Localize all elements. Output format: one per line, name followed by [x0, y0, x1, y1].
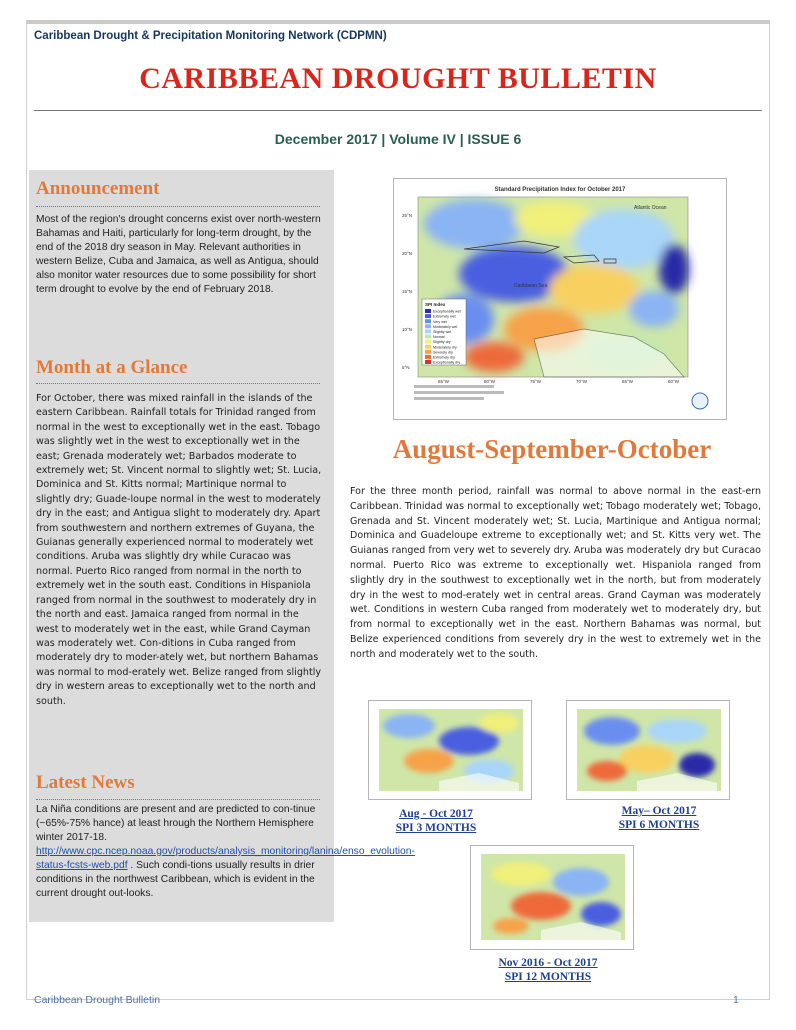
spi-6-month-caption [584, 804, 734, 832]
month-glance-text: For October, there was mixed rainfall in the islands of the eastern Caribbean. Rainfall totals for Trinidad ranged from normal in the west to exceptionally wet in the east. Tobago was slightly wet in the west to exceptionally wet in the east; Grenada moderately wet; Barbados moderate to extremely wet; St. Vincent normal to slightly wet; St. Lucia, Dominica and St. Kitts normal; Martinique normal to slightly dry; Guade-loupe normal in the west to moderately dry in the east; and Antigua slight to moderately dry. Apart from southwestern and northern extremes of Guyana, the Guianas generally experienced normal to moderately wet conditions. Aruba was slightly dry while Curacao was normal. Puerto Rico ranged from normal in the north to extremely wet in the south east. Conditions in Hispaniola ranged from normal in the southwest to moderately dry in the north and east. Jamaica ranged from normal in the west to moderately wet in the east, while Grand Cayman was moderately wet. Con-ditions in Cuba ranged from moderately dry to moder-ately wet, but northern Bahamas was normal to mod-erately wet. Belize ranged from slightly dry in western areas to exceptionally wet to the north and south. [36, 393, 322, 707]
map-title: Standard Precipitation Index for October 2017 [494, 187, 626, 193]
latest-news-divider [36, 799, 320, 800]
announcement-text: Most of the region's drought concerns exist over north-western Bahamas and Haiti, particularly for long-term drought, by the end of the 2018 dry season in May. Relevant authorities in western Belize, Cuba and Jamaica, as well as Antigua, should also monitor water resources due to some possibility for short term drought to evolve by the end of February 2018. [36, 214, 321, 295]
title-divider [34, 110, 762, 111]
map-credit-line [414, 385, 494, 388]
cimh-logo [692, 393, 708, 409]
sea-label: Caribbean Sea [514, 283, 548, 289]
latest-news-text-after: . Such condi-tions usually results in drier conditions in the northwest Caribbean, which is evident in the current drought out-looks. [36, 860, 315, 899]
longitude-label: 75°W [530, 379, 542, 384]
latitude-labels [402, 213, 412, 370]
announcement-heading: Announcement [36, 178, 160, 199]
enso-link[interactable]: http://www.cpc.ncep.noaa.gov/products/analysis_monitoring/lanina/enso_evolution-status-fcsts-web.pdf [36, 846, 415, 871]
legend-label: Very wet [433, 319, 447, 324]
latitude-label: 10°N [402, 327, 413, 332]
latitude-label: 15°N [402, 289, 413, 294]
announcement-divider [36, 206, 320, 207]
spi-12-month-map [470, 845, 634, 950]
legend-label: Moderately dry [433, 345, 457, 350]
spi-3-month-caption [368, 807, 504, 835]
footer-title: Caribbean Drought Bulletin [34, 994, 161, 1006]
spi-3-month-graphic [369, 701, 531, 799]
legend-label: Exceptionally wet [433, 309, 461, 314]
latest-news-text-before: La Niña conditions are present and are predicted to con-tinue (~65%-75% hance) at least hrough the Northern Hemisphere winter 2017-18. [36, 804, 316, 843]
spi-3-month-label: SPI 3 MONTHS [395, 822, 477, 834]
legend-swatch [425, 360, 431, 364]
spi-12-month-graphic [471, 846, 633, 949]
legend-swatch [425, 345, 431, 349]
legend-swatch [425, 340, 431, 344]
longitude-label: 65°W [622, 379, 634, 384]
network-name: Caribbean Drought & Precipitation Monitoring Network (CDPMN) [34, 30, 387, 42]
spi-6-month-graphic [567, 701, 729, 799]
longitude-label: 80°W [484, 379, 496, 384]
legend-swatch [425, 319, 431, 323]
map-credit-line [414, 397, 484, 400]
legend-swatch [425, 309, 431, 313]
legend-swatch [425, 355, 431, 359]
legend-label: Extremely wet [433, 314, 456, 319]
legend-label: Extremely dry [433, 355, 455, 360]
longitude-label: 60°W [668, 379, 680, 384]
map-credit-line [414, 391, 504, 394]
spi-6-month-period: May– Oct 2017 [621, 805, 697, 817]
spi-3-month-map [368, 700, 532, 800]
legend-label: Slightly wet [433, 330, 452, 334]
legend-swatch [425, 329, 431, 333]
spi-12-month-label: SPI 12 MONTHS [504, 971, 592, 983]
legend-swatch [425, 335, 431, 339]
legend-label: Severely dry [433, 350, 453, 355]
latitude-label: 20°N [402, 251, 413, 256]
longitude-label: 70°W [576, 379, 588, 384]
longitude-labels [438, 379, 680, 384]
longitude-label: 85°W [438, 379, 450, 384]
spi-october-map-graphic [394, 179, 726, 419]
month-glance-divider [36, 383, 320, 384]
spi-october-map [393, 178, 727, 420]
latest-news-text [36, 803, 415, 901]
spi-6-month-map [566, 700, 730, 800]
legend-label: Moderately wet [433, 324, 458, 329]
ocean-label: Atlantic Ocean [634, 205, 667, 211]
legend-swatch [425, 324, 431, 328]
legend-swatch [425, 314, 431, 318]
three-month-heading: August-September-October [392, 434, 712, 464]
bulletin-title: CARIBBEAN DROUGHT BULLETIN [139, 62, 657, 95]
legend-label: Normal [433, 335, 445, 340]
page-number: 1 [733, 994, 739, 1006]
latitude-label: 25°N [402, 213, 413, 218]
latest-news-heading: Latest News [36, 772, 135, 793]
spi-12-month-period: Nov 2016 - Oct 2017 [498, 957, 598, 969]
spi-12-month-caption [468, 956, 628, 984]
legend-title: SPI Index [425, 302, 446, 307]
legend-label: Slightly dry [433, 340, 451, 345]
legend-label: Exceptionally dry [433, 360, 461, 365]
spi-3-month-period: Aug - Oct 2017 [399, 808, 473, 820]
three-month-text: For the three month period, rainfall was normal to above normal in the east-ern Caribbean. Trinidad was normal to exceptionally wet; Tobago moderately wet; Tobago, Grenada and St. Vincent moderately wet; St. Lucia, Martinique and Antigua normal; Dominica and Guadeloupe extreme to exceptionally wet; and St. Kitts very wet. The Guianas ranged from very wet to severely dry. Aruba was moderately dry but Curacao normal. Puerto Rico was extreme to exceptionally wet. Hispaniola ranged from slightly dry in the southwest to exceptionally wet in the north, but from moderately dry in the west to mod-erately wet in central areas. Grand Cayman was moderately wet. Conditions in western Cuba ranged from moderately wet to moderately dry, but from normal to exceptionally wet in the east. Northern Bahamas was normal, but Belize experienced conditions from severely dry in the west to extremely wet in the north and moderately wet to the south. [350, 486, 761, 660]
legend-swatch [425, 350, 431, 354]
latitude-label: 5°N [402, 365, 410, 370]
issue-line: December 2017 | Volume IV | ISSUE 6 [274, 131, 522, 147]
month-glance-heading: Month at a Glance [36, 357, 188, 378]
spi-6-month-label: SPI 6 MONTHS [618, 819, 700, 831]
